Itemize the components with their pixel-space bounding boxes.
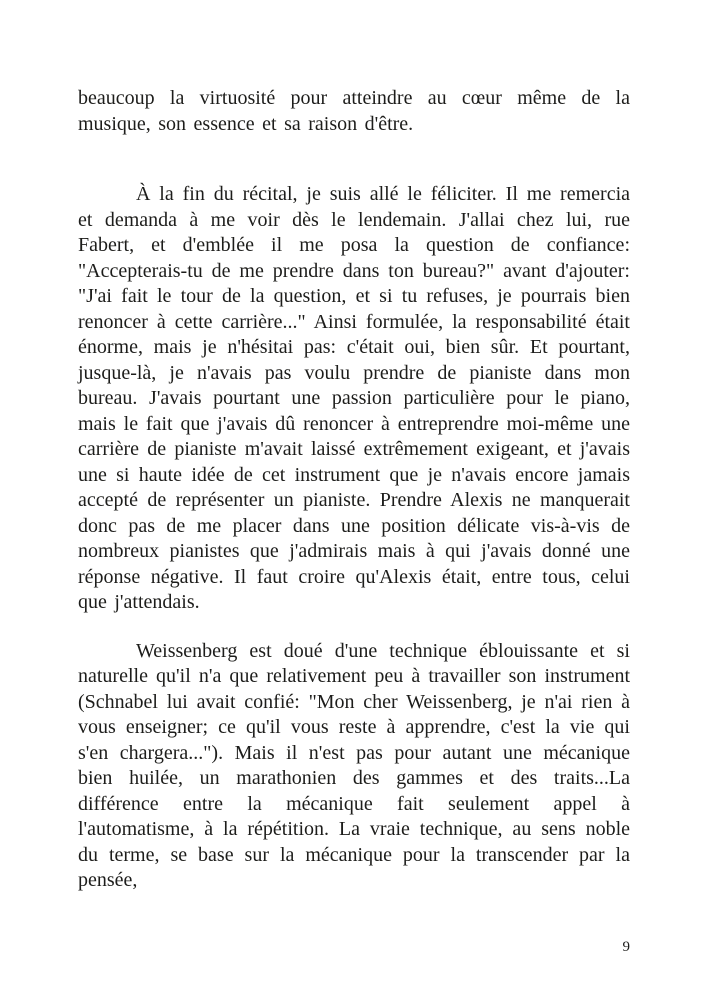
text-block [78, 86, 630, 894]
page-number: 9 [622, 939, 630, 955]
paragraph-weissenberg: Weissenberg est doué d'une technique éblouissante et si naturelle qu'il n'a que relativement peu à travailler son instrument (Schnabel lui avait confié: "Mon cher Weissenberg, je n'ai rien à vous enseigner; ce qu'il vous reste à apprendre, c'est la vie qui s'en chargera..."). Mais il n'est pas pour autant une mécanique bien huilée, un marathonien des gammes et des traits...La différence entre la mécanique fait seulement appel à l'automatisme, à la répétition. La vraie technique, au sens noble du terme, se base sur la mécanique pour la transcender par la pensée, [78, 639, 630, 891]
paragraph-recital: À la fin du récital, je suis allé le féliciter. Il me remercia et demanda à me voir dès le lendemain. J'allai chez lui, rue Fabert, et d'emblée il me posa la question de confiance: "Accepterais-tu de me prendre dans ton bureau?" avant d'ajouter: "J'ai fait le tour de la question, et si tu refuses, je pourrais bien renoncer à cette carrière..." Ainsi formulée, la responsabilité était énorme, mais je n'hésitai pas: c'était oui, bien sûr. Et pourtant, jusque-là, je n'avais pas voulu prendre de pianiste dans mon bureau. J'avais pourtant une passion particulière pour le piano, mais le fait que j'avais dû renoncer à entreprendre moi-même une carrière de pianiste m'avait laissé extrêmement exigeant, et j'avais une si haute idée de cet instrument que je n'avais encore jamais accepté de représenter un pianiste. Prendre Alexis ne manquerait donc pas de me placer dans une position délicate vis-à-vis de nombreux pianistes que j'admirais mais à qui j'avais donné une réponse négative. Il faut croire qu'Alexis était, entre tous, celui que j'attendais. [78, 183, 630, 613]
paragraph-continuation: beaucoup la virtuosité pour atteindre au cœur même de la musique, son essence et sa raison d'être. [78, 87, 630, 135]
